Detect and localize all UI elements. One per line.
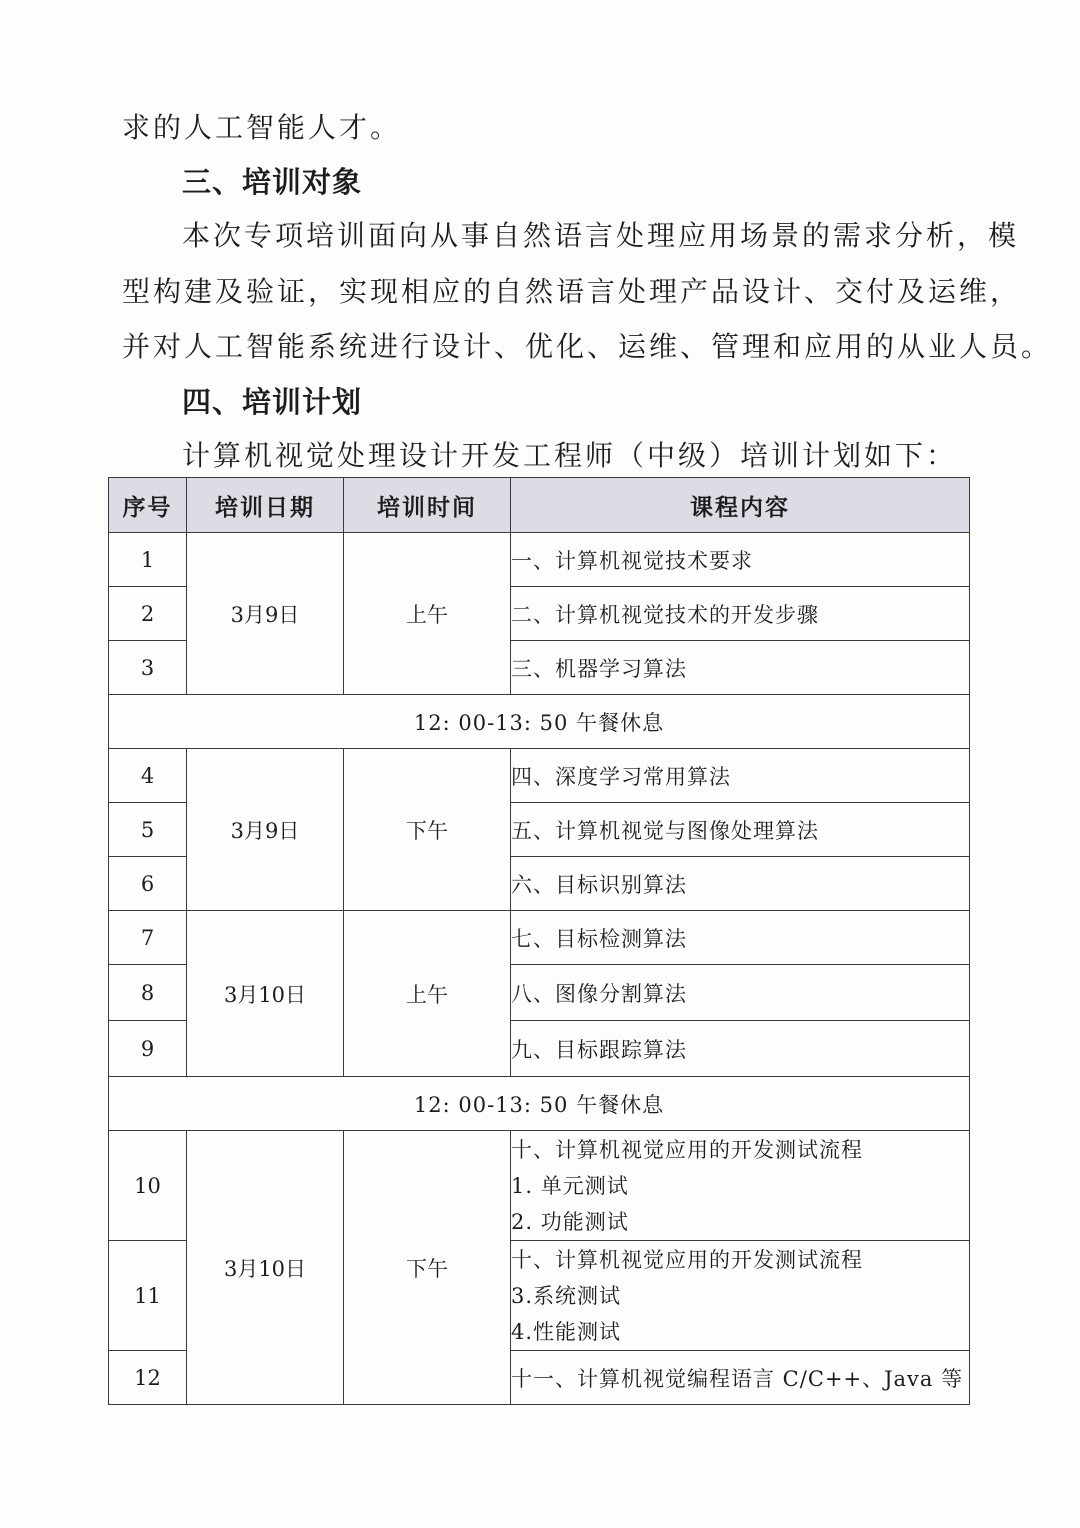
course-content: [511, 1131, 970, 1241]
row-number: 10: [109, 1131, 187, 1241]
course-content: [511, 1241, 970, 1351]
section-4-heading: 四、培训计划: [182, 385, 363, 419]
row-number: 4: [109, 749, 187, 803]
row-number: 1: [109, 533, 187, 587]
course-content: 九、目标跟踪算法: [511, 1021, 970, 1077]
header-no: 序号: [109, 478, 187, 533]
training-plan-table: [108, 477, 970, 1405]
date-cell: 3月9日: [187, 533, 344, 695]
course-subitem: 2. 功能测试: [511, 1209, 629, 1234]
row-number: 2: [109, 587, 187, 641]
lunch-break-row: [109, 695, 970, 749]
row-number: 5: [109, 803, 187, 857]
section-4-intro: 计算机视觉处理设计开发工程师（中级）培训计划如下：: [182, 439, 958, 472]
course-content: 八、图像分割算法: [511, 965, 970, 1021]
course-subitem: 3.系统测试: [511, 1283, 622, 1308]
course-content: 四、深度学习常用算法: [511, 749, 970, 803]
header-time: 培训时间: [344, 478, 511, 533]
row-number: 9: [109, 1021, 187, 1077]
course-subitem: 1. 单元测试: [511, 1173, 629, 1198]
header-date: 培训日期: [187, 478, 344, 533]
course-content: 六、目标识别算法: [511, 857, 970, 911]
row-number: 6: [109, 857, 187, 911]
time-cell: 下午: [344, 1131, 511, 1405]
date-cell: 3月10日: [187, 1131, 344, 1405]
intro-text: 求的人工智能人才。: [122, 111, 402, 144]
row-number: 12: [109, 1351, 187, 1405]
table-header-row: [109, 478, 970, 533]
date-cell: 3月10日: [187, 911, 344, 1077]
course-title: 十、计算机视觉应用的开发测试流程: [511, 1247, 863, 1272]
course-content: 三、机器学习算法: [511, 641, 970, 695]
course-content: 一、计算机视觉技术要求: [511, 533, 970, 587]
table-row: [109, 533, 970, 587]
section-3-paragraph-line-3: 并对人工智能系统进行设计、优化、运维、管理和应用的从业人员。: [122, 330, 1053, 363]
course-content: 二、计算机视觉技术的开发步骤: [511, 587, 970, 641]
table-row: [109, 911, 970, 965]
course-content: 五、计算机视觉与图像处理算法: [511, 803, 970, 857]
row-number: 3: [109, 641, 187, 695]
section-3-paragraph-line-1: 本次专项培训面向从事自然语言处理应用场景的需求分析，模: [182, 219, 1020, 252]
time-cell: 下午: [344, 749, 511, 911]
header-content: 课程内容: [511, 478, 970, 533]
time-cell: 上午: [344, 911, 511, 1077]
row-number: 7: [109, 911, 187, 965]
course-title: 十、计算机视觉应用的开发测试流程: [511, 1137, 863, 1162]
course-content: 七、目标检测算法: [511, 911, 970, 965]
time-cell: 上午: [344, 533, 511, 695]
date-cell: 3月9日: [187, 749, 344, 911]
course-content: 十一、计算机视觉编程语言 C/C++、Java 等: [511, 1351, 970, 1405]
lunch-break: 12: 00-13: 50 午餐休息: [109, 1077, 970, 1131]
section-3-paragraph-line-2: 型构建及验证，实现相应的自然语言处理产品设计、交付及运维，: [122, 275, 1022, 308]
lunch-break-row: [109, 1077, 970, 1131]
course-subitem: 4.性能测试: [511, 1319, 622, 1344]
row-number: 8: [109, 965, 187, 1021]
table-row: [109, 1131, 970, 1241]
row-number: 11: [109, 1241, 187, 1351]
lunch-break: 12: 00-13: 50 午餐休息: [109, 695, 970, 749]
table-row: [109, 749, 970, 803]
section-3-heading: 三、培训对象: [182, 165, 363, 199]
